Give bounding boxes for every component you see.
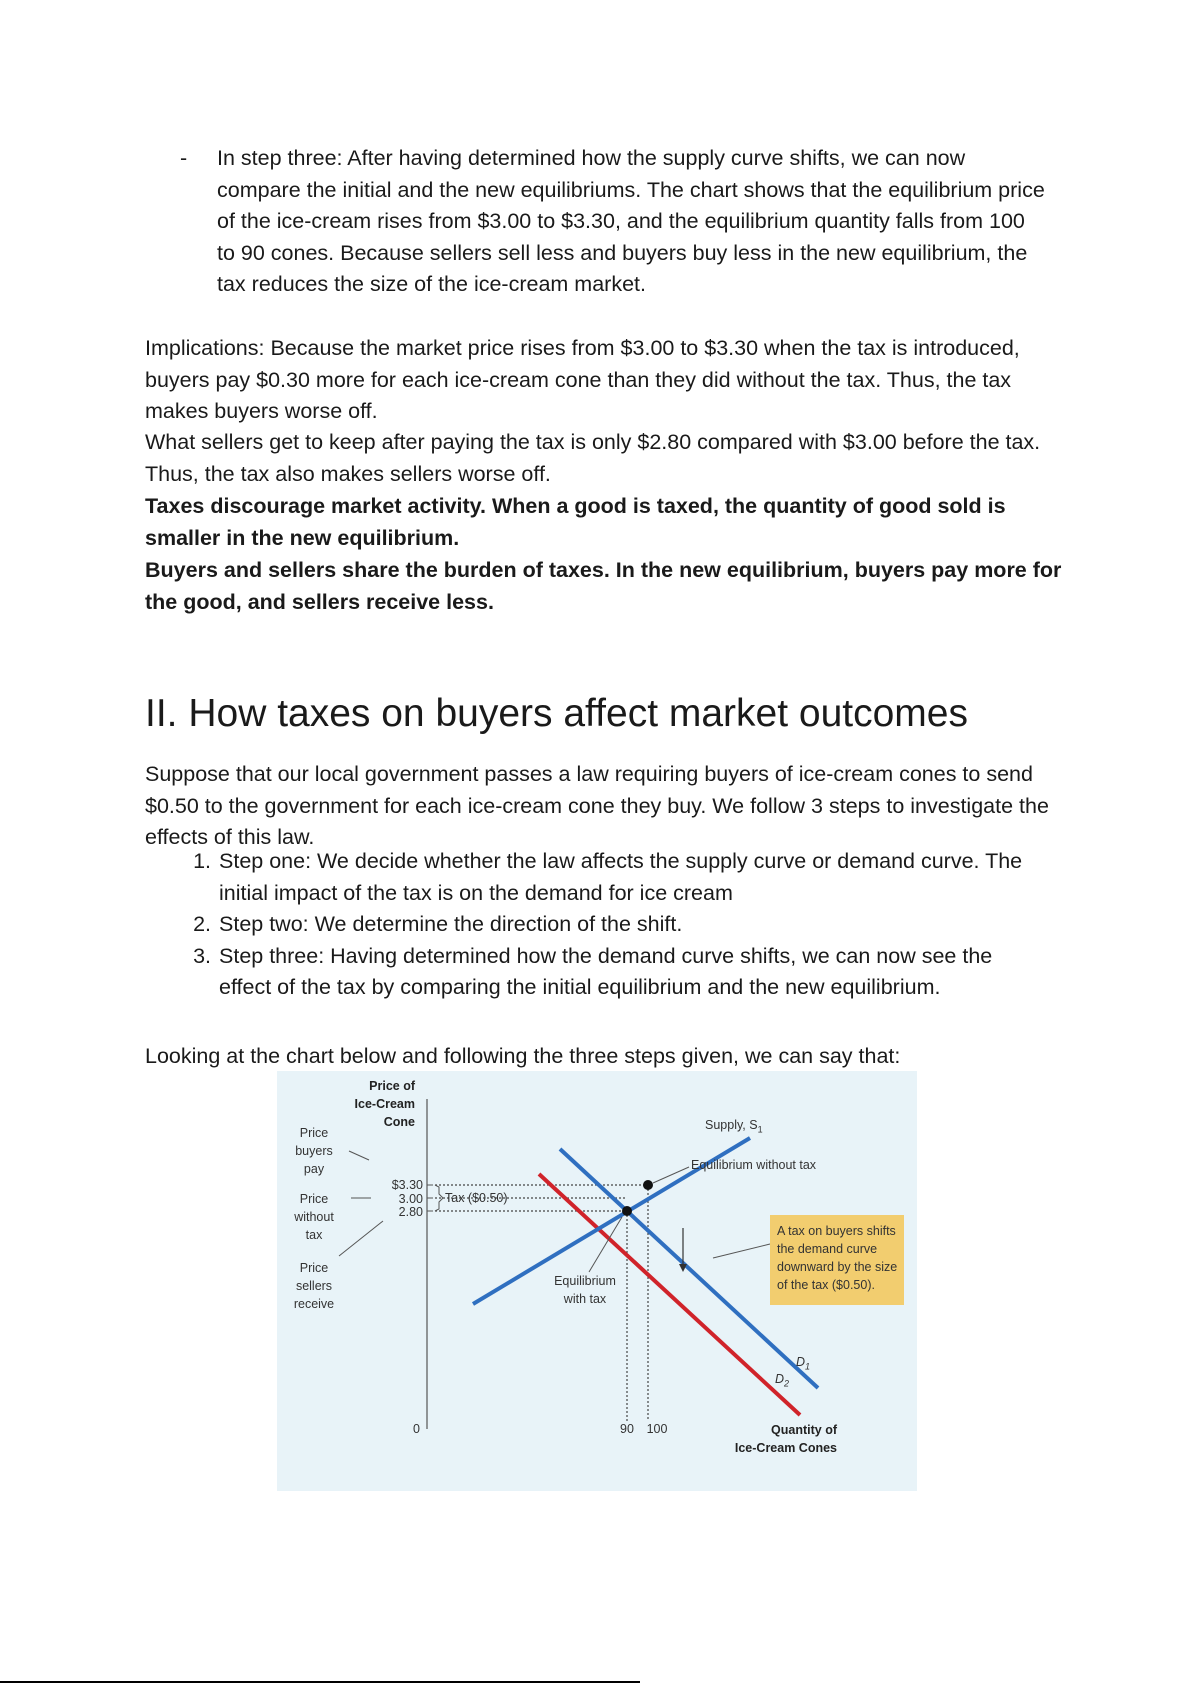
equilibrium-with-tax-label: [543, 1272, 627, 1308]
label-line: Equilibrium: [554, 1274, 616, 1288]
d1-label-sub: 1: [805, 1361, 811, 1372]
price-sellers-receive-label: [287, 1259, 341, 1313]
price-without-tax-label: [287, 1190, 341, 1244]
y-axis-title-line: Price of: [369, 1079, 415, 1093]
list-item: 3. Step three: Having determined how the demand curve shifts, we can now see the effect of the tax by comparing the initial equilibrium and the new equilibrium.: [217, 941, 1047, 1004]
label-line: Price: [299, 1192, 329, 1206]
d1-label-text: D: [796, 1355, 806, 1369]
equilibrium-without-tax-label: Equilibrium without tax: [691, 1158, 817, 1172]
list-item: 1. Step one: We decide whether the law affects the supply curve or demand curve. The initial impact of the tax is on the demand for ice cream: [217, 846, 1047, 909]
x-tick-label-100: 100: [646, 1422, 668, 1436]
x-axis-title-line: Ice-Cream Cones: [734, 1441, 837, 1455]
leader-buyers-pay: [349, 1151, 369, 1160]
callout-line: A tax on buyers shifts: [777, 1224, 896, 1238]
callout-line: downward by the size: [777, 1260, 898, 1274]
equilibrium-without-tax-point: [643, 1180, 653, 1190]
label-line: tax: [305, 1228, 323, 1242]
bold-statement-1: Taxes discourage market activity. When a good is taxed, the quantity of good sold is smaller in the new equilibrium.: [145, 494, 1006, 550]
supply-label-text: Supply, S: [705, 1118, 758, 1132]
leader-callout: [713, 1244, 770, 1258]
intro-paragraph: Suppose that our local government passes a law requiring buyers of ice-cream cones to send $0.50 to the government for each ice-cream cone they buy. We follow 3 steps to investigate the effects of this law.: [145, 762, 1049, 849]
label-line: sellers: [295, 1279, 333, 1293]
y-axis-title-line: Ice-Cream: [354, 1097, 415, 1111]
bullet-dash: -: [180, 146, 188, 170]
d1-label: [796, 1353, 810, 1376]
label-line: pay: [303, 1162, 325, 1176]
label-line: Price: [299, 1261, 329, 1275]
page-bottom-rule: [0, 1681, 640, 1683]
implications-paragraph: Implications: Because the market price rises from $3.00 to $3.30 when the tax is introduced, buyers pay $0.30 more for each ice-cream cone than they did without the tax. Thus, the tax makes buyers worse off.: [145, 336, 1020, 423]
leader-eq-without-tax: [653, 1167, 689, 1183]
tax-on-buyers-figure: [277, 1071, 917, 1491]
d2-label-text: D: [775, 1372, 785, 1386]
supply-label: [705, 1116, 763, 1139]
callout-box: [770, 1215, 904, 1305]
price-buyers-pay-label: [289, 1124, 339, 1178]
label-line: buyers: [295, 1144, 333, 1158]
leader-sellers-receive: [339, 1221, 383, 1256]
x-axis-title-line: Quantity of: [771, 1423, 837, 1437]
label-line: receive: [293, 1297, 335, 1311]
d2-label-sub: 2: [784, 1378, 790, 1389]
y-axis-title-line: Cone: [383, 1115, 415, 1129]
label-line: with tax: [563, 1292, 607, 1306]
chart-lead-paragraph: Looking at the chart below and following the three steps given, we can say that:: [145, 1044, 901, 1068]
callout-text: [777, 1222, 903, 1294]
callout-line: of the tax ($0.50).: [777, 1278, 875, 1292]
tax-label: Tax ($0.50): [445, 1191, 508, 1205]
bold-statement-2: Buyers and sellers share the burden of taxes. In the new equilibrium, buyers pay more for the good, and sellers receive less.: [145, 558, 1062, 614]
section-heading: II. How taxes on buyers affect market outcomes: [145, 692, 968, 735]
steps-list: [145, 846, 1047, 1004]
callout-line: the demand curve: [777, 1242, 878, 1256]
origin-label: 0: [413, 1422, 420, 1436]
step-three-bullet: In step three: After having determined how the supply curve shifts, we can now compare the initial and the new equilibriums. The chart shows that the equilibrium price of the ice-cream rises from $3.00 to $3.30, and the equilibrium quantity falls from 100 to 90 cones. Because sellers sell less and buyers buy less in the new equilibrium, the tax reduces the size of the ice-cream market.: [217, 146, 1045, 296]
d2-label: [775, 1370, 789, 1393]
sellers-paragraph: What sellers get to keep after paying the tax is only $2.80 compared with $3.00 before the tax. Thus, the tax also makes sellers worse off.: [145, 430, 1041, 486]
label-line: without: [294, 1210, 334, 1224]
y-tick-label-280: 2.80: [398, 1205, 423, 1219]
supply-label-sub: 1: [757, 1124, 763, 1135]
label-line: Price: [299, 1126, 329, 1140]
y-tick-label-330: $3.30: [391, 1178, 423, 1192]
x-tick-label-90: 90: [620, 1422, 634, 1436]
list-item: 2. Step two: We determine the direction of the shift.: [217, 909, 1047, 941]
equilibrium-with-tax-point: [622, 1206, 632, 1216]
x-axis-title: [697, 1421, 837, 1457]
y-axis-title: [329, 1077, 415, 1131]
y-tick-label-300: 3.00: [398, 1192, 423, 1206]
